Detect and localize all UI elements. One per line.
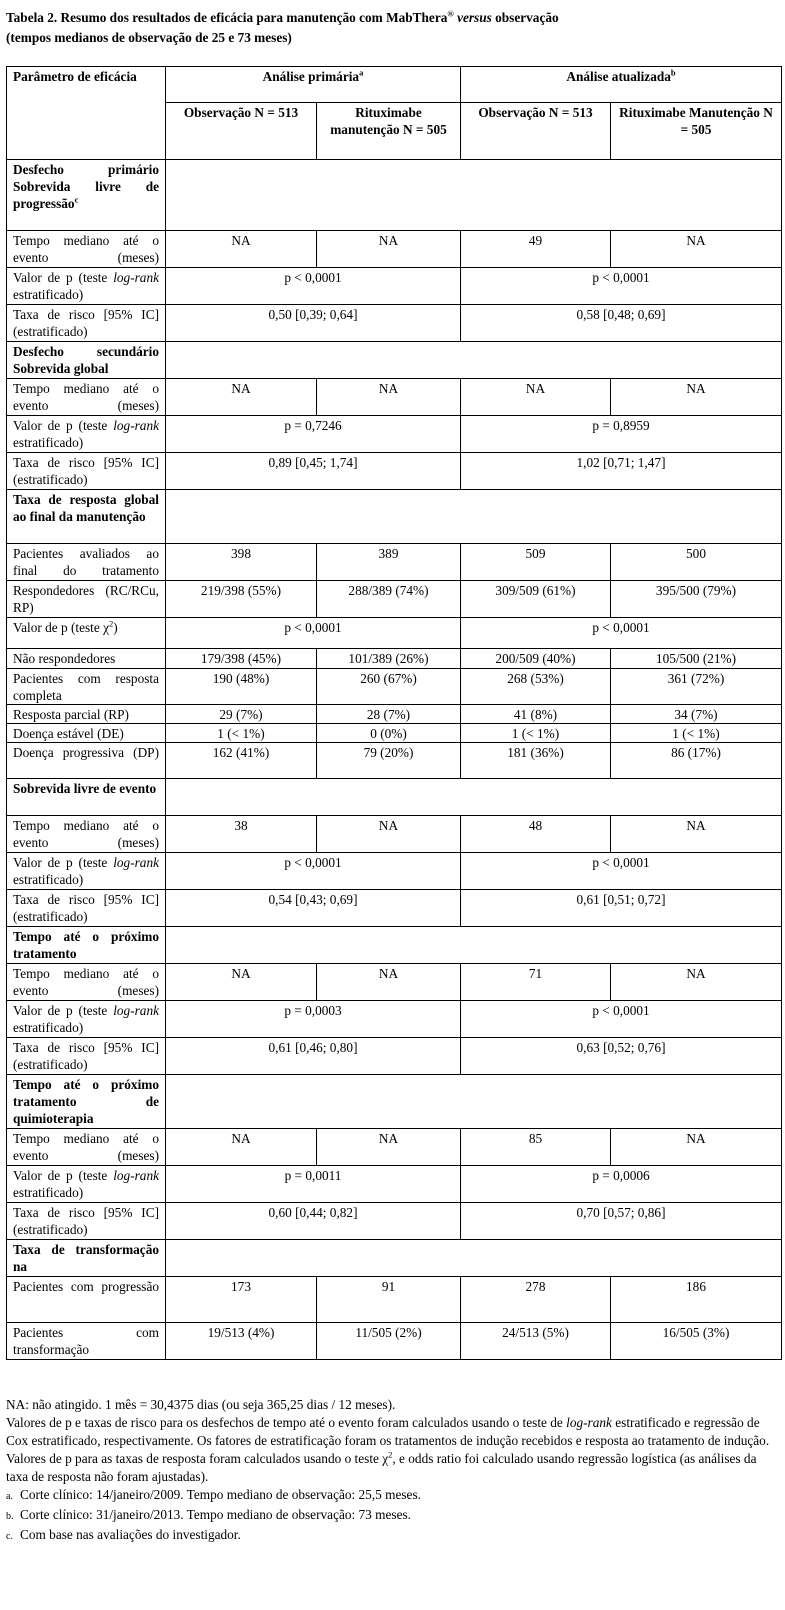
row-label: Taxa de risco [95% IC] (estratificado) — [7, 1038, 166, 1075]
cell: 38 — [166, 816, 317, 853]
table-title — [6, 8, 781, 48]
row-label: Pacientes avaliados ao final do tratamento — [7, 544, 166, 581]
cell: p = 0,0011 — [166, 1166, 461, 1203]
cell: NA — [317, 816, 461, 853]
cell: NA — [611, 1129, 782, 1166]
cell: NA — [166, 964, 317, 1001]
row-label: Valor de p (teste log-rank estratificado) — [7, 853, 166, 890]
table-row — [7, 268, 782, 305]
cell: 101/389 (26%) — [317, 649, 461, 669]
table-row — [7, 453, 782, 490]
cell: p = 0,0003 — [166, 1001, 461, 1038]
cell: 219/398 (55%) — [166, 581, 317, 618]
footnote-b: b. Corte clínico: 31/janeiro/2013. Tempo mediano de observação: 73 meses. — [6, 1507, 411, 1522]
table-row — [7, 705, 782, 724]
row-label: Valor de p (teste log-rank estratificado) — [7, 416, 166, 453]
section-pfs: Desfecho primário Sobrevida livre de progressão$^c$ — [7, 160, 166, 231]
row-label: Tempo mediano até o evento (meses) — [7, 1129, 166, 1166]
cell: NA — [461, 379, 611, 416]
cell: 309/509 (61%) — [461, 581, 611, 618]
table-notes — [6, 1396, 781, 1546]
cell: 105/500 (21%) — [611, 649, 782, 669]
cell: 85 — [461, 1129, 611, 1166]
cell: p < 0,0001 — [461, 1001, 782, 1038]
cell: 16/505 (3%) — [611, 1323, 782, 1360]
cell: NA — [166, 379, 317, 416]
table-row — [7, 1001, 782, 1038]
cell: NA — [166, 1129, 317, 1166]
cell: 28 (7%) — [317, 705, 461, 724]
header-primary: Análise primária$^a$ — [166, 67, 461, 103]
table-row — [7, 890, 782, 927]
note-methods: Valores de p e taxas de risco para os desfechos de tempo até o evento foram calculados usando o teste de log-rank estratificado e regressão de Cox estratificado, respectivamente. Os fatores de estratificação foram os tratamentos de indução recebidos e resposta ao tratamento de indução. Valores de p para as taxas de resposta foram calculados usando o teste $\chi^2$, e odds ratio foi calculado usando regressão logística (as análises da taxa de resposta não foram ajustadas). — [6, 1415, 770, 1484]
table-row — [7, 853, 782, 890]
table-row — [7, 305, 782, 342]
cell: 0,60 [0,44; 0,82] — [166, 1203, 461, 1240]
cell: NA — [611, 816, 782, 853]
row-label: Valor de p (teste log-rank estratificado) — [7, 268, 166, 305]
cell: 1 (< 1%) — [611, 724, 782, 743]
table-row — [7, 231, 782, 268]
cell: 179/398 (45%) — [166, 649, 317, 669]
cell: 361 (72%) — [611, 669, 782, 705]
row-label: Tempo mediano até o evento (meses) — [7, 379, 166, 416]
section-os: Desfecho secundário Sobrevida global — [7, 342, 166, 379]
cell: 24/513 (5%) — [461, 1323, 611, 1360]
footnote-a: a. Corte clínico: 14/janeiro/2009. Tempo mediano de observação: 25,5 meses. — [6, 1487, 421, 1502]
blank-cell — [166, 490, 782, 544]
row-label: Valor de p (teste log-rank estratificado) — [7, 1001, 166, 1038]
section-response: Taxa de resposta global ao final da manutenção — [7, 490, 166, 544]
row-label: Pacientes com resposta completa — [7, 669, 166, 705]
cell: 0,89 [0,45; 1,74] — [166, 453, 461, 490]
table-row — [7, 581, 782, 618]
title-subtitle: (tempos medianos de observação de 25 e 73 meses) — [6, 30, 292, 45]
cell: 395/500 (79%) — [611, 581, 782, 618]
cell: p = 0,0006 — [461, 1166, 782, 1203]
header-obs-updated: Observação N = 513 — [461, 103, 611, 160]
cell: 91 — [317, 1277, 461, 1323]
header-rit-primary: Rituximabe manutenção N = 505 — [317, 103, 461, 160]
row-label: Valor de p (teste log-rank estratificado) — [7, 1166, 166, 1203]
cell: p < 0,0001 — [166, 618, 461, 649]
section-ttnct: Tempo até o próximo tratamento de quimioterapia — [7, 1075, 166, 1129]
cell: 0,54 [0,43; 0,69] — [166, 890, 461, 927]
note-na: NA: não atingido. 1 mês = 30,4375 dias (ou seja 365,25 dias / 12 meses). — [6, 1397, 396, 1412]
table-row — [7, 816, 782, 853]
row-label: Taxa de risco [95% IC] (estratificado) — [7, 1203, 166, 1240]
cell: 79 (20%) — [317, 743, 461, 779]
blank-cell — [166, 779, 782, 816]
cell: NA — [611, 231, 782, 268]
title-text: Tabela 2. Resumo dos resultados de eficácia para manutenção com MabThera — [6, 10, 448, 25]
footnote-c: c. Com base nas avaliações do investigador. — [6, 1527, 241, 1542]
cell: 509 — [461, 544, 611, 581]
cell: p = 0,8959 — [461, 416, 782, 453]
cell: 0,58 [0,48; 0,69] — [461, 305, 782, 342]
table-row — [7, 618, 782, 649]
cell: NA — [611, 379, 782, 416]
cell: 1 (< 1%) — [166, 724, 317, 743]
table-row — [7, 416, 782, 453]
row-label: Doença estável (DE) — [7, 724, 166, 743]
cell: 0,50 [0,39; 0,64] — [166, 305, 461, 342]
table-row — [7, 1166, 782, 1203]
cell: 29 (7%) — [166, 705, 317, 724]
title-end: observação — [495, 10, 559, 25]
cell: 1 (< 1%) — [461, 724, 611, 743]
cell: 48 — [461, 816, 611, 853]
table-row — [7, 649, 782, 669]
blank-cell — [166, 160, 782, 231]
row-label: Tempo mediano até o evento (meses) — [7, 231, 166, 268]
cell: 278 — [461, 1277, 611, 1323]
row-label: Valor de p (teste $\chi^2$) — [7, 618, 166, 649]
table-row — [7, 379, 782, 416]
header-rit-updated: Rituximabe Manutenção N = 505 — [611, 103, 782, 160]
cell: NA — [317, 379, 461, 416]
table-row — [7, 544, 782, 581]
cell: 34 (7%) — [611, 705, 782, 724]
row-label: Resposta parcial (RP) — [7, 705, 166, 724]
row-label: Taxa de risco [95% IC] (estratificado) — [7, 890, 166, 927]
cell: NA — [317, 1129, 461, 1166]
cell: 190 (48%) — [166, 669, 317, 705]
cell: NA — [166, 231, 317, 268]
row-label: Tempo mediano até o evento (meses) — [7, 816, 166, 853]
blank-cell — [166, 1240, 782, 1277]
cell: 0,63 [0,52; 0,76] — [461, 1038, 782, 1075]
cell: 49 — [461, 231, 611, 268]
cell: 288/389 (74%) — [317, 581, 461, 618]
cell: 260 (67%) — [317, 669, 461, 705]
table-row — [7, 964, 782, 1001]
cell: 0,70 [0,57; 0,86] — [461, 1203, 782, 1240]
cell: 186 — [611, 1277, 782, 1323]
row-label: Pacientes com transformação — [7, 1323, 166, 1360]
table-row — [7, 1323, 782, 1360]
title-versus: versus — [457, 10, 492, 25]
cell: 181 (36%) — [461, 743, 611, 779]
cell: p < 0,0001 — [166, 268, 461, 305]
row-label: Taxa de risco [95% IC] (estratificado) — [7, 305, 166, 342]
section-efs: Sobrevida livre de evento — [7, 779, 166, 816]
cell: 0 (0%) — [317, 724, 461, 743]
table-row — [7, 1129, 782, 1166]
header-updated: Análise atualizada$^b$ — [461, 67, 782, 103]
row-label: Doença progressiva (DP) — [7, 743, 166, 779]
row-label: Pacientes com progressão — [7, 1277, 166, 1323]
cell: p = 0,7246 — [166, 416, 461, 453]
cell: NA — [611, 964, 782, 1001]
row-label: Respondedores (RC/RCu, RP) — [7, 581, 166, 618]
blank-cell — [166, 1075, 782, 1129]
efficacy-table — [6, 66, 782, 1360]
cell: 41 (8%) — [461, 705, 611, 724]
table-row — [7, 1038, 782, 1075]
table-row — [7, 1277, 782, 1323]
table-row — [7, 724, 782, 743]
cell: 0,61 [0,51; 0,72] — [461, 890, 782, 927]
section-transformation: Taxa de transformação na — [7, 1240, 166, 1277]
cell: 389 — [317, 544, 461, 581]
cell: 71 — [461, 964, 611, 1001]
cell: 1,02 [0,71; 1,47] — [461, 453, 782, 490]
cell: NA — [317, 231, 461, 268]
blank-cell — [166, 342, 782, 379]
registered-mark: ® — [447, 8, 454, 19]
section-ttnt: Tempo até o próximo tratamento — [7, 927, 166, 964]
row-label: Tempo mediano até o evento (meses) — [7, 964, 166, 1001]
row-label: Taxa de risco [95% IC] (estratificado) — [7, 453, 166, 490]
cell: 398 — [166, 544, 317, 581]
cell: 86 (17%) — [611, 743, 782, 779]
table-row — [7, 1203, 782, 1240]
cell: 19/513 (4%) — [166, 1323, 317, 1360]
cell: 0,61 [0,46; 0,80] — [166, 1038, 461, 1075]
blank-cell — [166, 927, 782, 964]
cell: p < 0,0001 — [461, 268, 782, 305]
table-row — [7, 743, 782, 779]
cell: 173 — [166, 1277, 317, 1323]
row-label: Não respondedores — [7, 649, 166, 669]
cell: 500 — [611, 544, 782, 581]
cell: p < 0,0001 — [461, 618, 782, 649]
cell: NA — [317, 964, 461, 1001]
cell: 200/509 (40%) — [461, 649, 611, 669]
cell: 162 (41%) — [166, 743, 317, 779]
table-row — [7, 669, 782, 705]
cell: p < 0,0001 — [461, 853, 782, 890]
cell: 11/505 (2%) — [317, 1323, 461, 1360]
cell: p < 0,0001 — [166, 853, 461, 890]
cell: 268 (53%) — [461, 669, 611, 705]
header-obs-primary: Observação N = 513 — [166, 103, 317, 160]
header-param: Parâmetro de eficácia — [7, 67, 166, 160]
